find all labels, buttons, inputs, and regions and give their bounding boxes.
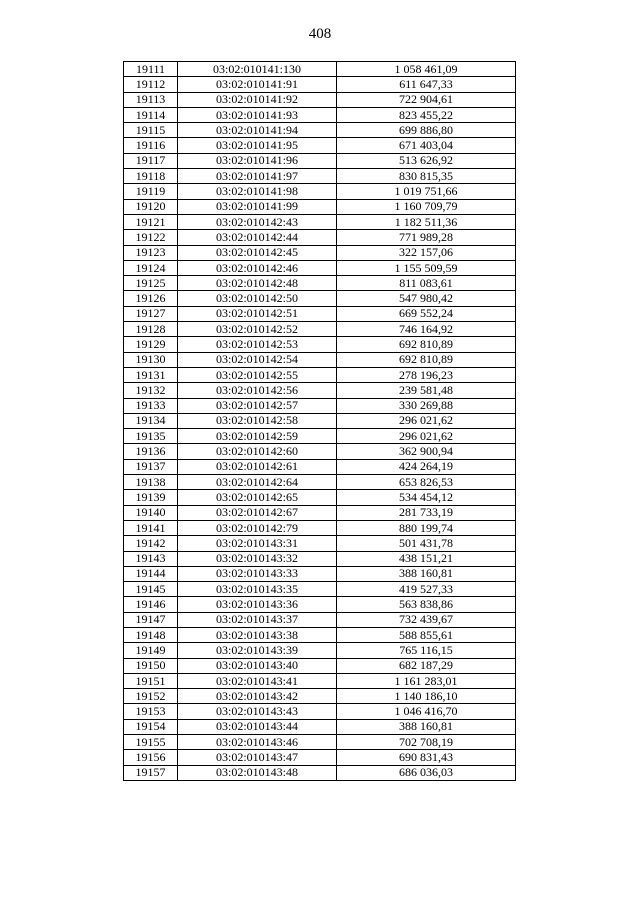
table-row: [124, 475, 516, 490]
cadastral-number-cell: 03:02:010141:96: [178, 153, 337, 168]
value-cell: 830 815,35: [337, 169, 516, 184]
value-cell: 278 196,23: [337, 367, 516, 382]
value-cell: 1 058 461,09: [337, 62, 516, 77]
value-cell: 563 838,86: [337, 597, 516, 612]
row-number-cell: 19116: [124, 138, 178, 153]
cadastral-number-cell: 03:02:010143:47: [178, 750, 337, 765]
table-row: [124, 123, 516, 138]
cadastral-number-cell: 03:02:010142:46: [178, 260, 337, 275]
cadastral-number-cell: 03:02:010142:48: [178, 276, 337, 291]
value-cell: 388 160,81: [337, 566, 516, 581]
row-number-cell: 19133: [124, 398, 178, 413]
value-cell: 1 155 509,59: [337, 260, 516, 275]
value-cell: 547 980,42: [337, 291, 516, 306]
row-number-cell: 19119: [124, 184, 178, 199]
value-cell: 1 046 416,70: [337, 704, 516, 719]
cadastral-number-cell: 03:02:010141:92: [178, 92, 337, 107]
cadastral-number-cell: 03:02:010142:56: [178, 383, 337, 398]
row-number-cell: 19117: [124, 153, 178, 168]
cadastral-number-cell: 03:02:010142:53: [178, 337, 337, 352]
value-cell: 692 810,89: [337, 352, 516, 367]
value-cell: 765 116,15: [337, 643, 516, 658]
row-number-cell: 19125: [124, 276, 178, 291]
row-number-cell: 19134: [124, 413, 178, 428]
value-cell: 1 019 751,66: [337, 184, 516, 199]
cadastral-number-cell: 03:02:010142:45: [178, 245, 337, 260]
cadastral-number-cell: 03:02:010142:54: [178, 352, 337, 367]
value-cell: 281 733,19: [337, 505, 516, 520]
table-row: [124, 689, 516, 704]
cadastral-number-cell: 03:02:010141:94: [178, 123, 337, 138]
table-row: [124, 352, 516, 367]
row-number-cell: 19154: [124, 719, 178, 734]
cadastral-number-cell: 03:02:010143:36: [178, 597, 337, 612]
row-number-cell: 19135: [124, 429, 178, 444]
cadastral-number-cell: 03:02:010142:55: [178, 367, 337, 382]
cadastral-number-cell: 03:02:010142:57: [178, 398, 337, 413]
cadastral-number-cell: 03:02:010142:79: [178, 520, 337, 535]
row-number-cell: 19138: [124, 475, 178, 490]
cadastral-number-cell: 03:02:010143:43: [178, 704, 337, 719]
value-cell: 388 160,81: [337, 719, 516, 734]
cadastral-number-cell: 03:02:010143:44: [178, 719, 337, 734]
cadastral-number-cell: 03:02:010143:39: [178, 643, 337, 658]
value-cell: 823 455,22: [337, 107, 516, 122]
value-cell: 438 151,21: [337, 551, 516, 566]
row-number-cell: 19132: [124, 383, 178, 398]
value-cell: 690 831,43: [337, 750, 516, 765]
cadastral-number-cell: 03:02:010143:31: [178, 536, 337, 551]
cadastral-number-cell: 03:02:010141:93: [178, 107, 337, 122]
value-cell: 669 552,24: [337, 306, 516, 321]
row-number-cell: 19113: [124, 92, 178, 107]
cadastral-number-cell: 03:02:010143:35: [178, 582, 337, 597]
row-number-cell: 19131: [124, 367, 178, 382]
row-number-cell: 19118: [124, 169, 178, 184]
value-cell: 362 900,94: [337, 444, 516, 459]
row-number-cell: 19137: [124, 459, 178, 474]
value-cell: 419 527,33: [337, 582, 516, 597]
cadastral-number-cell: 03:02:010141:98: [178, 184, 337, 199]
row-number-cell: 19121: [124, 214, 178, 229]
row-number-cell: 19146: [124, 597, 178, 612]
table-row: [124, 214, 516, 229]
row-number-cell: 19120: [124, 199, 178, 214]
value-cell: 702 708,19: [337, 735, 516, 750]
cadastral-number-cell: 03:02:010143:32: [178, 551, 337, 566]
row-number-cell: 19140: [124, 505, 178, 520]
table-row: [124, 291, 516, 306]
table-row: [124, 199, 516, 214]
cadastral-number-cell: 03:02:010142:65: [178, 490, 337, 505]
row-number-cell: 19129: [124, 337, 178, 352]
row-number-cell: 19126: [124, 291, 178, 306]
cadastral-number-cell: 03:02:010142:64: [178, 475, 337, 490]
value-cell: 1 161 283,01: [337, 673, 516, 688]
table-row: [124, 612, 516, 627]
cadastral-number-cell: 03:02:010142:52: [178, 322, 337, 337]
row-number-cell: 19115: [124, 123, 178, 138]
cadastral-number-cell: 03:02:010143:37: [178, 612, 337, 627]
table-row: [124, 627, 516, 642]
cadastral-number-cell: 03:02:010142:51: [178, 306, 337, 321]
row-number-cell: 19127: [124, 306, 178, 321]
row-number-cell: 19147: [124, 612, 178, 627]
value-cell: 611 647,33: [337, 77, 516, 92]
value-cell: 424 264,19: [337, 459, 516, 474]
row-number-cell: 19156: [124, 750, 178, 765]
row-number-cell: 19157: [124, 765, 178, 780]
row-number-cell: 19123: [124, 245, 178, 260]
row-number-cell: 19136: [124, 444, 178, 459]
row-number-cell: 19111: [124, 62, 178, 77]
cadastral-number-cell: 03:02:010142:60: [178, 444, 337, 459]
cadastral-number-cell: 03:02:010143:38: [178, 627, 337, 642]
value-cell: 1 160 709,79: [337, 199, 516, 214]
row-number-cell: 19130: [124, 352, 178, 367]
row-number-cell: 19141: [124, 520, 178, 535]
cadastral-number-cell: 03:02:010143:40: [178, 658, 337, 673]
value-cell: 653 826,53: [337, 475, 516, 490]
cadastral-number-cell: 03:02:010143:33: [178, 566, 337, 581]
value-cell: 746 164,92: [337, 322, 516, 337]
row-number-cell: 19142: [124, 536, 178, 551]
cadastral-number-cell: 03:02:010142:67: [178, 505, 337, 520]
table-row: [124, 719, 516, 734]
table-row: [124, 337, 516, 352]
table-row: [124, 429, 516, 444]
table-row: [124, 153, 516, 168]
cadastral-number-cell: 03:02:010142:44: [178, 230, 337, 245]
value-cell: 588 855,61: [337, 627, 516, 642]
row-number-cell: 19139: [124, 490, 178, 505]
value-cell: 1 140 186,10: [337, 689, 516, 704]
table-row: [124, 92, 516, 107]
row-number-cell: 19114: [124, 107, 178, 122]
cadastral-number-cell: 03:02:010141:99: [178, 199, 337, 214]
table-row: [124, 490, 516, 505]
value-cell: 322 157,06: [337, 245, 516, 260]
cadastral-number-cell: 03:02:010143:41: [178, 673, 337, 688]
table-row: [124, 398, 516, 413]
table-row: [124, 383, 516, 398]
cadastral-number-cell: 03:02:010143:48: [178, 765, 337, 780]
table-row: [124, 444, 516, 459]
table-row: [124, 597, 516, 612]
table-row: [124, 230, 516, 245]
table-row: [124, 169, 516, 184]
value-cell: 686 036,03: [337, 765, 516, 780]
table-row: [124, 765, 516, 780]
page-number: 408: [308, 26, 332, 42]
table-row: [124, 505, 516, 520]
table-row: [124, 184, 516, 199]
row-number-cell: 19152: [124, 689, 178, 704]
row-number-cell: 19124: [124, 260, 178, 275]
table-row: [124, 459, 516, 474]
value-cell: 699 886,80: [337, 123, 516, 138]
value-cell: 722 904,61: [337, 92, 516, 107]
table-body: [124, 62, 516, 781]
table-row: [124, 62, 516, 77]
value-cell: 732 439,67: [337, 612, 516, 627]
cadastral-number-cell: 03:02:010141:130: [178, 62, 337, 77]
table-row: [124, 566, 516, 581]
value-cell: 771 989,28: [337, 230, 516, 245]
cadastral-number-cell: 03:02:010142:50: [178, 291, 337, 306]
cadastral-number-cell: 03:02:010143:46: [178, 735, 337, 750]
value-cell: 534 454,12: [337, 490, 516, 505]
row-number-cell: 19128: [124, 322, 178, 337]
table-row: [124, 520, 516, 535]
cadastral-number-cell: 03:02:010142:61: [178, 459, 337, 474]
row-number-cell: 19150: [124, 658, 178, 673]
table-row: [124, 551, 516, 566]
row-number-cell: 19149: [124, 643, 178, 658]
row-number-cell: 19143: [124, 551, 178, 566]
table-row: [124, 245, 516, 260]
cadastral-number-cell: 03:02:010141:97: [178, 169, 337, 184]
row-number-cell: 19145: [124, 582, 178, 597]
value-cell: 239 581,48: [337, 383, 516, 398]
row-number-cell: 19151: [124, 673, 178, 688]
table-row: [124, 413, 516, 428]
table-row: [124, 536, 516, 551]
table-row: [124, 107, 516, 122]
cadastral-number-cell: 03:02:010143:42: [178, 689, 337, 704]
row-number-cell: 19155: [124, 735, 178, 750]
row-number-cell: 19144: [124, 566, 178, 581]
cadastral-number-cell: 03:02:010142:43: [178, 214, 337, 229]
value-cell: 296 021,62: [337, 429, 516, 444]
cadastral-value-table: [123, 61, 516, 781]
table-row: [124, 306, 516, 321]
table-row: [124, 367, 516, 382]
cadastral-number-cell: 03:02:010141:95: [178, 138, 337, 153]
cadastral-number-cell: 03:02:010142:58: [178, 413, 337, 428]
table-row: [124, 138, 516, 153]
table-row: [124, 322, 516, 337]
table-row: [124, 276, 516, 291]
table-row: [124, 750, 516, 765]
value-cell: 513 626,92: [337, 153, 516, 168]
row-number-cell: 19148: [124, 627, 178, 642]
row-number-cell: 19122: [124, 230, 178, 245]
value-cell: 296 021,62: [337, 413, 516, 428]
value-cell: 811 083,61: [337, 276, 516, 291]
table-row: [124, 704, 516, 719]
row-number-cell: 19112: [124, 77, 178, 92]
value-cell: 501 431,78: [337, 536, 516, 551]
cadastral-number-cell: 03:02:010141:91: [178, 77, 337, 92]
table-row: [124, 643, 516, 658]
value-cell: 682 187,29: [337, 658, 516, 673]
table-row: [124, 260, 516, 275]
value-cell: 671 403,04: [337, 138, 516, 153]
table-row: [124, 77, 516, 92]
value-cell: 330 269,88: [337, 398, 516, 413]
value-cell: 692 810,89: [337, 337, 516, 352]
row-number-cell: 19153: [124, 704, 178, 719]
table-row: [124, 673, 516, 688]
table-row: [124, 582, 516, 597]
table-row: [124, 735, 516, 750]
value-cell: 1 182 511,36: [337, 214, 516, 229]
value-cell: 880 199,74: [337, 520, 516, 535]
table-row: [124, 658, 516, 673]
cadastral-number-cell: 03:02:010142:59: [178, 429, 337, 444]
